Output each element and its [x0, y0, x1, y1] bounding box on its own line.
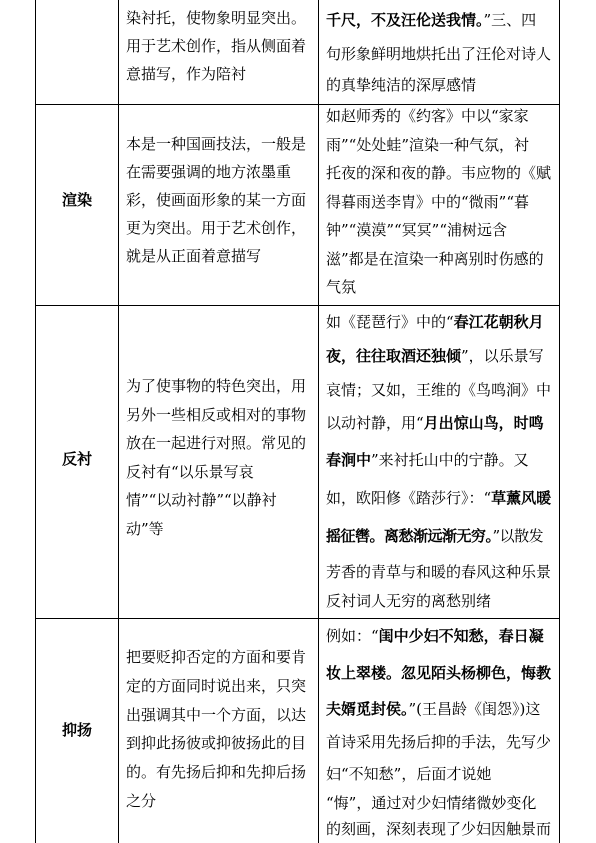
- definition-line: 出强调其中一个方面，以达: [126, 705, 307, 724]
- example-text: ”以散发: [492, 527, 544, 545]
- example-text: 雨”“处处蛙”渲染一种气氛，衬: [326, 135, 530, 154]
- quoted-verse: 夜，往往取酒还独倾: [326, 347, 462, 365]
- example-cell: [319, 619, 560, 843]
- example-text: 托夜的深和夜的静。韦应物的《赋: [326, 164, 552, 182]
- definition-line: 到抑此扬彼或抑彼扬此的目: [126, 734, 307, 753]
- definition-line: 在需要强调的地方浓墨重: [126, 163, 292, 181]
- term-cell-empty: [36, 0, 119, 104]
- term-cell: [36, 105, 119, 305]
- term-cell: [36, 306, 119, 618]
- example-text: 妇“不知愁”，后面才说她: [326, 765, 492, 783]
- definition-cell: [119, 105, 319, 305]
- example-lines: [326, 102, 559, 302]
- example-line: [326, 102, 559, 131]
- example-cell: [319, 306, 560, 618]
- example-cell: [319, 0, 560, 104]
- example-text: 芳香的青草与和暖的春风这种乐景: [326, 563, 552, 581]
- example-line: [326, 440, 559, 480]
- quoted-verse: 妆上翠楼。忽见陌头杨柳色，悔教: [326, 664, 552, 682]
- example-line: [326, 653, 559, 693]
- definition-line: 的。有先扬后抑和先抑后扬: [126, 763, 307, 782]
- quoted-verse: 春江花朝秋月: [453, 313, 544, 331]
- definition-line: 定的方面同时说出来，只突: [126, 676, 307, 695]
- example-line: [326, 37, 559, 71]
- example-line: [326, 374, 559, 406]
- example-text: 反衬词人无穷的离愁别绪: [326, 592, 492, 610]
- example-cell: [319, 105, 560, 305]
- example-text: ”三、四: [483, 11, 537, 29]
- technique-table: [35, 0, 560, 843]
- example-text: 气氛: [326, 278, 357, 296]
- example-text: 如，欧阳修《踏莎行》：“: [326, 489, 492, 507]
- definition-line: 更为突出。用于艺术创作，: [126, 219, 307, 237]
- table-row-fanchen: [35, 306, 560, 619]
- quoted-verse: 夫婿觅封侯。: [326, 700, 409, 718]
- example-text: 的真挚纯洁的深厚感情: [326, 76, 477, 94]
- example-line: [326, 759, 559, 789]
- definition-line: 把要贬抑否定的方面和要肯: [126, 648, 307, 666]
- term-label: 抑扬: [61, 720, 92, 739]
- table-row-yiyang: [35, 619, 560, 843]
- example-line: [326, 588, 559, 614]
- definition-line: 本是一种国画技法，一般是: [126, 135, 307, 153]
- example-text: 的刻画，深刻表现了少妇因触景而: [326, 820, 552, 838]
- example-line: [326, 273, 559, 302]
- example-line: [326, 131, 559, 160]
- quoted-verse: 闺中少妇不知愁，春日凝: [378, 627, 544, 645]
- quoted-verse: 摇征辔。离愁渐远渐无穷。: [326, 527, 493, 545]
- example-text: 如赵师秀的《约客》中以“家家: [326, 107, 529, 125]
- example-line: [326, 789, 559, 817]
- definition-line: 就是从正面着意描写: [126, 247, 262, 265]
- example-line: [326, 3, 559, 37]
- quoted-verse: 春涧中: [326, 451, 372, 469]
- example-line: [326, 406, 559, 440]
- definition-line: 之分: [126, 791, 157, 810]
- example-text: 哀情；又如，王维的《鸟鸣涧》中: [326, 381, 552, 399]
- definition-line: 彩，使画面形象的某一方面: [126, 191, 307, 209]
- example-line: [326, 306, 559, 338]
- table-row-continued: [35, 0, 560, 105]
- definition-cell: [119, 0, 319, 104]
- term-cell: [36, 619, 119, 843]
- example-text: ”来衬托山中的宁静。又: [371, 451, 529, 469]
- example-text: 以动衬静，用“: [326, 414, 424, 432]
- example-text: 如《琵琶行》中的“: [326, 313, 454, 331]
- definition-line: 意描写，作为陪衬: [126, 65, 247, 83]
- definition-cell: [119, 306, 319, 618]
- term-label: 渲染: [61, 190, 92, 209]
- quoted-verse: 千尺，不及汪伦送我情。: [326, 11, 484, 29]
- quoted-verse: 草薰风暖: [491, 489, 552, 507]
- definition-line: 情”“以动衬静”“以静衬: [126, 491, 277, 509]
- quoted-verse: 月出惊山鸟，时鸣: [423, 414, 544, 432]
- term-label: 反衬: [61, 449, 92, 468]
- definition-line: 另外一些相反或相对的事物: [126, 405, 307, 424]
- example-text: “悔”，通过对少妇情绪微妙变化: [326, 794, 537, 812]
- table-row-xuanran: [35, 105, 560, 306]
- example-text: 首诗采用先扬后抑的手法，先写少: [326, 733, 552, 751]
- example-text: 钟”“漠漠”“冥冥”“浦树远含: [326, 221, 508, 239]
- example-line: [326, 556, 559, 588]
- example-line: [326, 619, 559, 653]
- definition-cell: [119, 619, 319, 843]
- example-text: 滋”都是在渲染一种离别时伤感的: [326, 249, 544, 268]
- definition-line: 为了使事物的特色突出，用: [126, 377, 307, 395]
- definition-line: 染衬托，使物象明显突出。: [126, 9, 307, 27]
- definition-line: 放在一起进行对照。常见的: [126, 434, 307, 452]
- definition-line: 用于艺术创作，指从侧面着: [126, 37, 307, 55]
- example-text: 例如：“: [326, 627, 379, 645]
- example-line: [326, 216, 559, 245]
- example-text: 句形象鲜明地烘托出了汪伦对诗人: [326, 45, 552, 63]
- example-text: 得暮雨送李胄》中的“微雨”“暮: [326, 192, 530, 211]
- example-line: [326, 338, 559, 374]
- definition-line: 反衬有“以乐景写哀: [126, 462, 254, 481]
- example-text: ”(王昌龄《闺怨》)这: [408, 700, 541, 718]
- example-text: ”，以乐景写: [461, 347, 544, 365]
- example-line: [326, 188, 559, 217]
- example-line: [326, 817, 559, 841]
- example-line: [326, 71, 559, 99]
- example-line: [326, 480, 559, 516]
- example-line: [326, 725, 559, 759]
- example-line: [326, 245, 559, 274]
- definition-line: 动”等: [126, 519, 164, 538]
- example-line: [326, 159, 559, 188]
- example-line: [326, 693, 559, 725]
- example-line: [326, 516, 559, 556]
